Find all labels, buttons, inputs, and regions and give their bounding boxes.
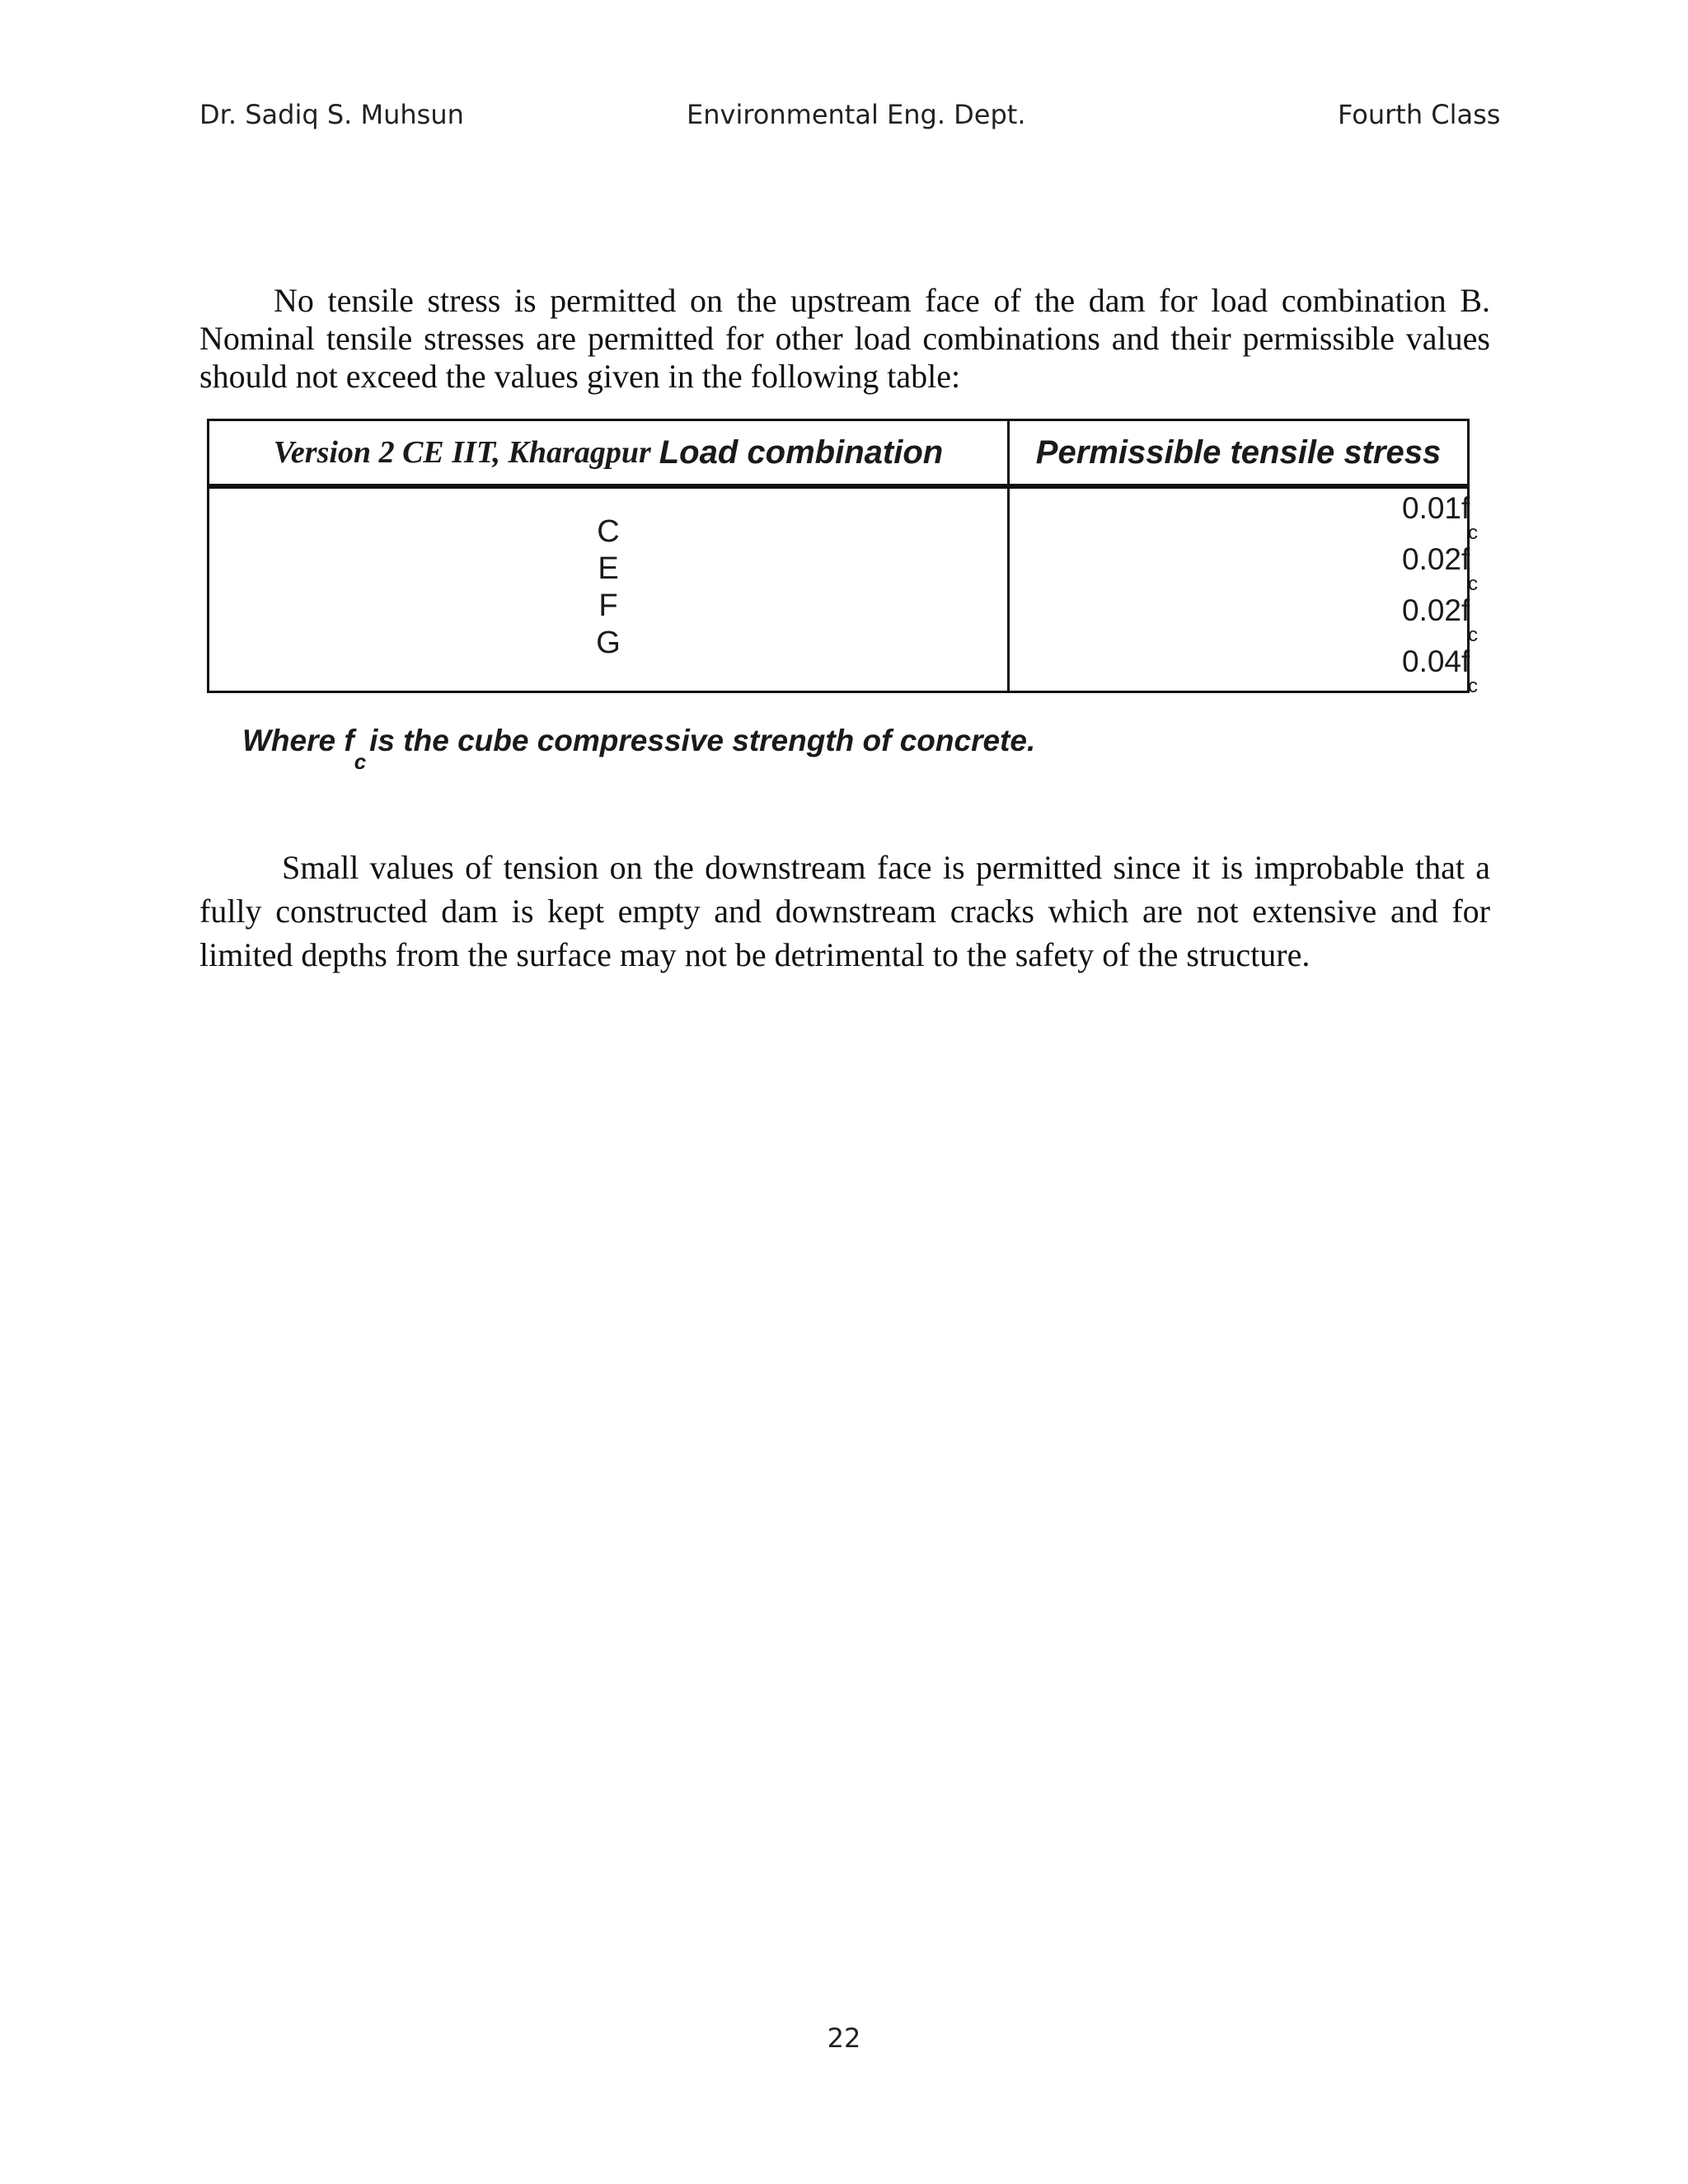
stress-subscript: c (1468, 573, 1478, 595)
column-header-load-combination: Load combination (659, 434, 944, 471)
header-author: Dr. Sadiq S. Muhsun (199, 99, 464, 130)
stress-value-row (1010, 541, 1478, 595)
header-department: Environmental Eng. Dept. (687, 99, 1026, 130)
permissible-stress-table (207, 419, 1478, 697)
stress-subscript: c (1468, 522, 1478, 544)
stress-value: 0.04f (1402, 644, 1470, 678)
load-code: G (596, 626, 621, 660)
stress-value-row (1010, 644, 1478, 697)
load-code: F (598, 588, 618, 623)
stress-value: 0.02f (1402, 542, 1470, 576)
load-code: E (598, 551, 619, 586)
table-note (242, 724, 1036, 774)
paragraph-tensile-stress-intro: No tensile stress is permitted on the upstream face of the dam for load combination B. Nominal tensile stresses are permitted for other load combinations and their permissible values should not exceed the values given in the following table: (199, 282, 1490, 395)
table-header-load (209, 421, 1007, 484)
stress-subscript: c (1468, 675, 1478, 697)
stress-subscript: c (1468, 624, 1478, 646)
table-header-stress (1010, 421, 1467, 484)
load-code: C (597, 514, 620, 549)
header-class: Fourth Class (1338, 99, 1501, 130)
watermark-text: Version 2 CE IIT, Kharagpur (273, 435, 651, 470)
stress-value: 0.02f (1402, 593, 1470, 627)
note-suffix: is the cube compressive strength of concrete. (369, 724, 1036, 757)
page-number: 22 (827, 2022, 861, 2054)
paragraph-downstream-tension: Small values of tension on the downstream face is permitted since it is improbable that a fully constructed dam is kept empty and downstream cracks which are not extensive and for limited depths from the surface may not be detrimental to the safety of the structure. (199, 849, 1490, 973)
note-prefix: Where f (242, 724, 354, 757)
stress-value: 0.01f (1402, 491, 1470, 525)
stress-value-row (1010, 490, 1478, 544)
note-subscript: c (354, 749, 367, 774)
stress-value-row (1010, 593, 1478, 646)
permissible-stress-cell (1010, 490, 1478, 697)
load-combination-cell (209, 513, 1007, 662)
header-divider (209, 484, 1467, 489)
column-header-permissible-stress: Permissible tensile stress (1035, 434, 1442, 471)
